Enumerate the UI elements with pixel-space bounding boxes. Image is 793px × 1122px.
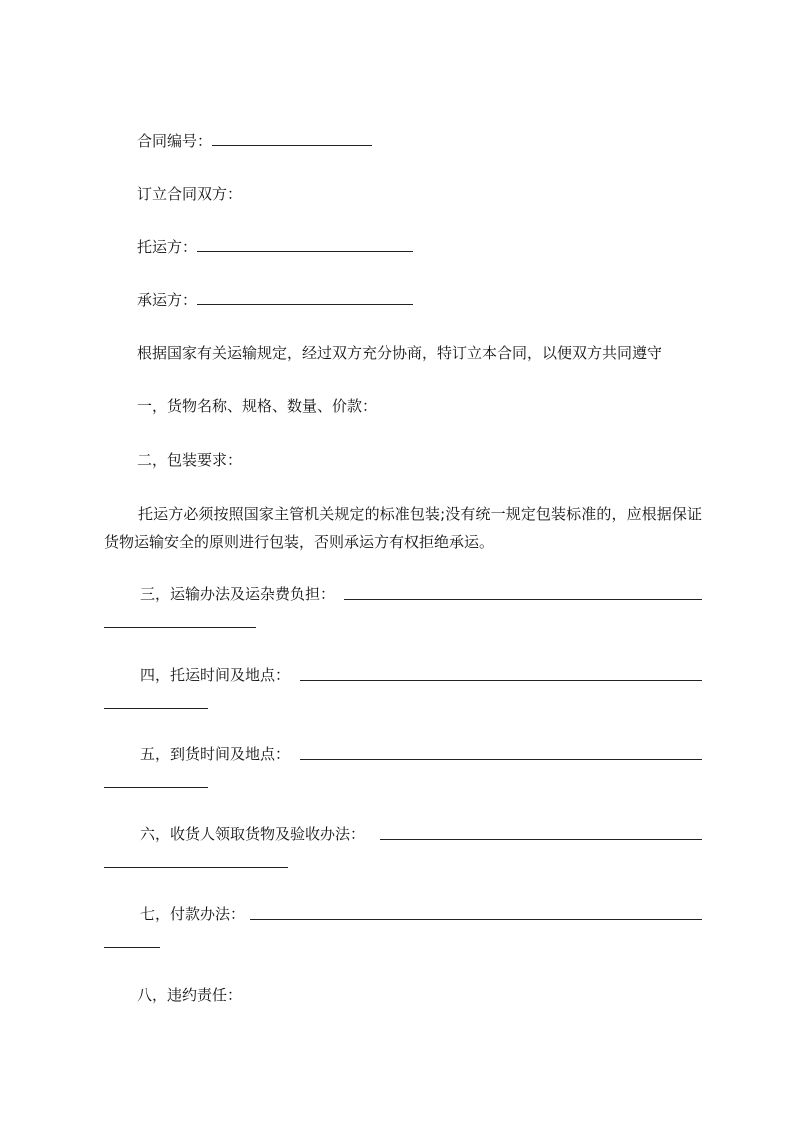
section-5-line (140, 744, 290, 764)
section-5-blank-1[interactable] (300, 759, 702, 760)
shipper-blank[interactable] (197, 237, 413, 252)
section-8-heading: 八，违约责任： (137, 986, 243, 1004)
section-2-body: 托运方必须按照国家主管机关规定的标准包装;没有统一规定包装标准的，应根据保证货物运输安全的原则进行包装，否则承运方有权拒绝承运。 (104, 505, 702, 551)
contract-number-line (137, 131, 372, 151)
section-6-blank-2[interactable] (104, 867, 288, 868)
section-5-heading: 五，到货时间及地点： (140, 745, 291, 763)
section-3-blank-2[interactable] (104, 627, 256, 628)
parties-heading: 订立合同双方： (137, 185, 243, 203)
section-7-line (140, 904, 245, 924)
section-3-blank-1[interactable] (344, 599, 702, 600)
section-4-blank-1[interactable] (300, 680, 702, 681)
section-4-heading: 四，托运时间及地点： (140, 666, 291, 684)
shipper-label: 托运方： (137, 238, 198, 256)
carrier-line (137, 290, 413, 310)
section-2-heading: 二，包装要求： (137, 451, 243, 469)
carrier-label: 承运方： (137, 291, 198, 309)
preamble-text: 根据国家有关运输规定，经过双方充分协商，特订立本合同，以便双方共同遵守 (137, 344, 663, 362)
section-5-blank-2[interactable] (104, 787, 208, 788)
carrier-blank[interactable] (197, 290, 413, 305)
section-7-blank-2[interactable] (104, 947, 160, 948)
section-4-blank-2[interactable] (104, 708, 208, 709)
section-4-line (140, 665, 290, 685)
section-3-heading: 三，运输办法及运杂费负担： (140, 585, 336, 603)
section-6-heading: 六，收货人领取货物及验收办法： (140, 825, 366, 843)
section-6-line (140, 824, 365, 844)
section-3-line (140, 584, 335, 604)
contract-number-blank[interactable] (212, 131, 372, 146)
section-6-blank-1[interactable] (380, 839, 702, 840)
contract-number-label: 合同编号： (137, 132, 213, 150)
section-7-blank-1[interactable] (250, 919, 702, 920)
section-7-heading: 七，付款办法： (140, 905, 246, 923)
section-1-heading: 一，货物名称、规格、数量、价款： (137, 397, 378, 415)
shipper-line (137, 237, 413, 257)
